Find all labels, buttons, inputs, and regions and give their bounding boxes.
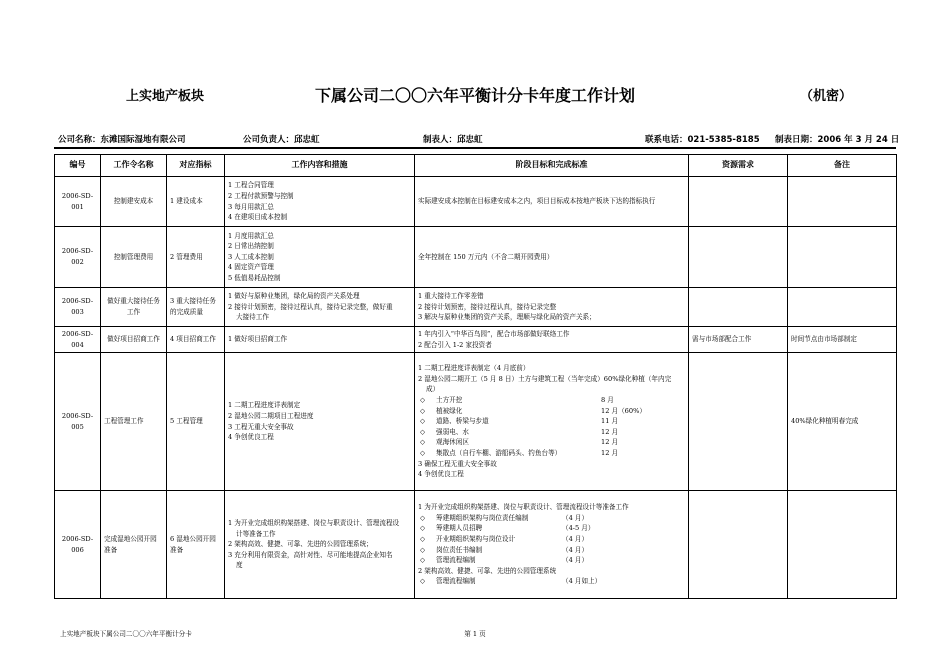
table-row bbox=[55, 491, 897, 599]
row-indicator: 5 工程管理 bbox=[167, 353, 225, 491]
row-remarks bbox=[788, 288, 897, 327]
row-stages: 实际建安成本控制在目标建安成本之内，项目目标成本按地产板块下达的指标执行 bbox=[415, 177, 689, 227]
row-content: 1 做好与原种业集团，绿化局的资产关系处理 2 接待计划预密，接待过程认真，接待记录完整，做好重 大接待工作 bbox=[225, 288, 415, 327]
row-stages: 1 年内引入“中华百鸟园”，配合市场部做好联络工作 2 配合引入 1-2 家投资者 bbox=[415, 327, 689, 353]
col-header-content: 工作内容和措施 bbox=[225, 155, 415, 177]
division-title: 上实地产板块 bbox=[126, 89, 205, 104]
stage-item: ◇ 管理流程编制 （4 月如上） bbox=[420, 577, 602, 586]
table-row bbox=[55, 177, 897, 227]
col-header-name: 工作令名称 bbox=[101, 155, 167, 177]
row-remarks bbox=[788, 177, 897, 227]
row-stages: 1 二期工程进度详表制定（4 月底前） 2 湿地公园二期开工（5 月 8 日）土方与建筑工程（当年完成）60%绿化种植（年内完 成） ◇ 土方开挖 8 月 ◇ 植被绿化 12 月（60%） ◇ 道路、桥梁与步道 11 月 ◇ 强弱电、水 12 月 ◇ 观海休闲区 12 月 ◇ 集散点（自行车棚、游船码头、钓鱼台等） 12 月 3 确保工程无重大安全事故 4 争创优良工程 bbox=[415, 353, 689, 491]
row-id: 2006-SD-001 bbox=[55, 177, 101, 227]
row-name: 控制管理费用 bbox=[101, 227, 167, 288]
row-name: 做好项目招商工作 bbox=[101, 327, 167, 353]
row-content: 1 为开业完成组织构架搭建、岗位与职责设计、管理流程设 计等准备工作 2 架构高效、健捷、可靠、先进的公园管理系统； 3 充分利用有限资金，高针对性、尽可能地提高企业知名 度 bbox=[225, 491, 415, 599]
page-number: 第 1 页 bbox=[464, 630, 486, 638]
table-row bbox=[55, 353, 897, 491]
table-row bbox=[55, 227, 897, 288]
row-indicator: 1 建设成本 bbox=[167, 177, 225, 227]
row-resources bbox=[689, 353, 788, 491]
row-resources bbox=[689, 288, 788, 327]
company-manager: 公司负责人：邱忠虹 bbox=[243, 135, 320, 145]
row-indicator: 4 项目招商工作 bbox=[167, 327, 225, 353]
row-content: 1 工程合同管理 2 工程付款预警与控制 3 每月用款汇总 4 在建项目成本控制 bbox=[225, 177, 415, 227]
prepared-date: 制表日期：2006 年 3 月 24 日 bbox=[775, 135, 900, 145]
row-resources bbox=[689, 491, 788, 599]
row-id: 2006-SD-004 bbox=[55, 327, 101, 353]
stage-item: ◇ 观海休闲区 12 月 bbox=[420, 438, 619, 447]
row-name: 工程管理工作 bbox=[101, 353, 167, 491]
row-resources bbox=[689, 227, 788, 288]
row-stages: 全年控制在 150 万元内（不含二期开园费用） bbox=[415, 227, 689, 288]
preparer: 制表人：邱忠虹 bbox=[423, 135, 483, 145]
row-indicator: 2 管理费用 bbox=[167, 227, 225, 288]
footer-title: 上实地产板块下属公司二〇〇六年平衡计分卡 bbox=[60, 630, 192, 638]
col-header-stages: 阶段目标和完成标准 bbox=[415, 155, 689, 177]
row-indicator: 3 重大接待任务的完成质量 bbox=[167, 288, 225, 327]
row-id: 2006-SD-002 bbox=[55, 227, 101, 288]
stage-item: ◇ 筹建期组织架构与岗位责任编制 （4 月） bbox=[420, 513, 589, 522]
table-header-row bbox=[55, 155, 897, 177]
stage-item: ◇ 土方开挖 8 月 bbox=[420, 396, 614, 405]
row-name: 控制建安成本 bbox=[101, 177, 167, 227]
col-header-indicator: 对应指标 bbox=[167, 155, 225, 177]
page-title: 下属公司二〇〇六年平衡计分卡年度工作计划 bbox=[314, 86, 635, 105]
stage-item: ◇ 集散点（自行车棚、游船码头、钓鱼台等） 12 月 bbox=[420, 448, 619, 457]
row-stages: 1 重大接待工作零差错 2 接待计划预密，接待过程认真，接待记录完整 3 解决与原种业集团的资产关系，理顺与绿化局的资产关系； bbox=[415, 288, 689, 327]
stage-item: ◇ 岗位责任书编制 （4 月） bbox=[420, 545, 589, 554]
row-content: 1 做好项目招商工作 bbox=[225, 327, 415, 353]
stage-item: ◇ 植被绿化 12 月（60%） bbox=[420, 406, 646, 415]
row-remarks: 40%绿化种植明春完成 bbox=[788, 353, 897, 491]
col-header-remarks: 备注 bbox=[788, 155, 897, 177]
col-header-resources: 资源需求 bbox=[689, 155, 788, 177]
table-row bbox=[55, 327, 897, 353]
row-content: 1 月度用款汇总 2 日常出纳控制 3 人工成本控制 4 固定资产管理 5 低值易耗品控制 bbox=[225, 227, 415, 288]
col-header-id: 编号 bbox=[55, 155, 101, 177]
row-name: 完成湿地公园开园准备 bbox=[101, 491, 167, 599]
company-name: 公司名称：东滩国际湿地有限公司 bbox=[58, 135, 186, 145]
row-content: 1 二期工程进度详表制定 2 湿地公园二期项目工程进度 3 工程无重大安全事故 4 争创优良工程 bbox=[225, 353, 415, 491]
stage-item: ◇ 开业期组织架构与岗位设计 （4 月） bbox=[420, 534, 589, 543]
header-divider bbox=[54, 147, 896, 149]
row-id: 2006-SD-006 bbox=[55, 491, 101, 599]
row-id: 2006-SD-005 bbox=[55, 353, 101, 491]
work-plan-table bbox=[54, 154, 897, 599]
stage-item: ◇ 强弱电、水 12 月 bbox=[420, 427, 619, 436]
row-resources: 需与市场部配合工作 bbox=[689, 327, 788, 353]
row-remarks: 时间节点由市场部制定 bbox=[788, 327, 897, 353]
row-remarks bbox=[788, 491, 897, 599]
stage-item: ◇ 管理流程编制 （4 月） bbox=[420, 556, 589, 565]
stage-item: ◇ 道路、桥梁与步道 11 月 bbox=[420, 417, 619, 426]
stage-item: ◇ 筹建期人员招聘 （4-5 月） bbox=[420, 524, 595, 533]
row-stages: 1 为开业完成组织构架搭建、岗位与职责设计、管理流程设计等准备工作 ◇ 筹建期组织架构与岗位责任编制 （4 月） ◇ 筹建期人员招聘 （4-5 月） ◇ 开业期组织架构与岗位设计 （4 月） ◇ 岗位责任书编制 （4 月） ◇ 管理流程编制 （4 月） 2 架构高效、健捷、可靠、先进的公园管理系统 ◇ 管理流程编制 （4 月如上） bbox=[415, 491, 689, 599]
table-row bbox=[55, 288, 897, 327]
row-name: 做好重大接待任务工作 bbox=[101, 288, 167, 327]
row-id: 2006-SD-003 bbox=[55, 288, 101, 327]
contact-phone: 联系电话：021-5385-8185 bbox=[645, 135, 760, 145]
confidential-label: （机密） bbox=[800, 89, 853, 104]
row-resources bbox=[689, 177, 788, 227]
row-indicator: 6 湿地公园开园准备 bbox=[167, 491, 225, 599]
row-remarks bbox=[788, 227, 897, 288]
